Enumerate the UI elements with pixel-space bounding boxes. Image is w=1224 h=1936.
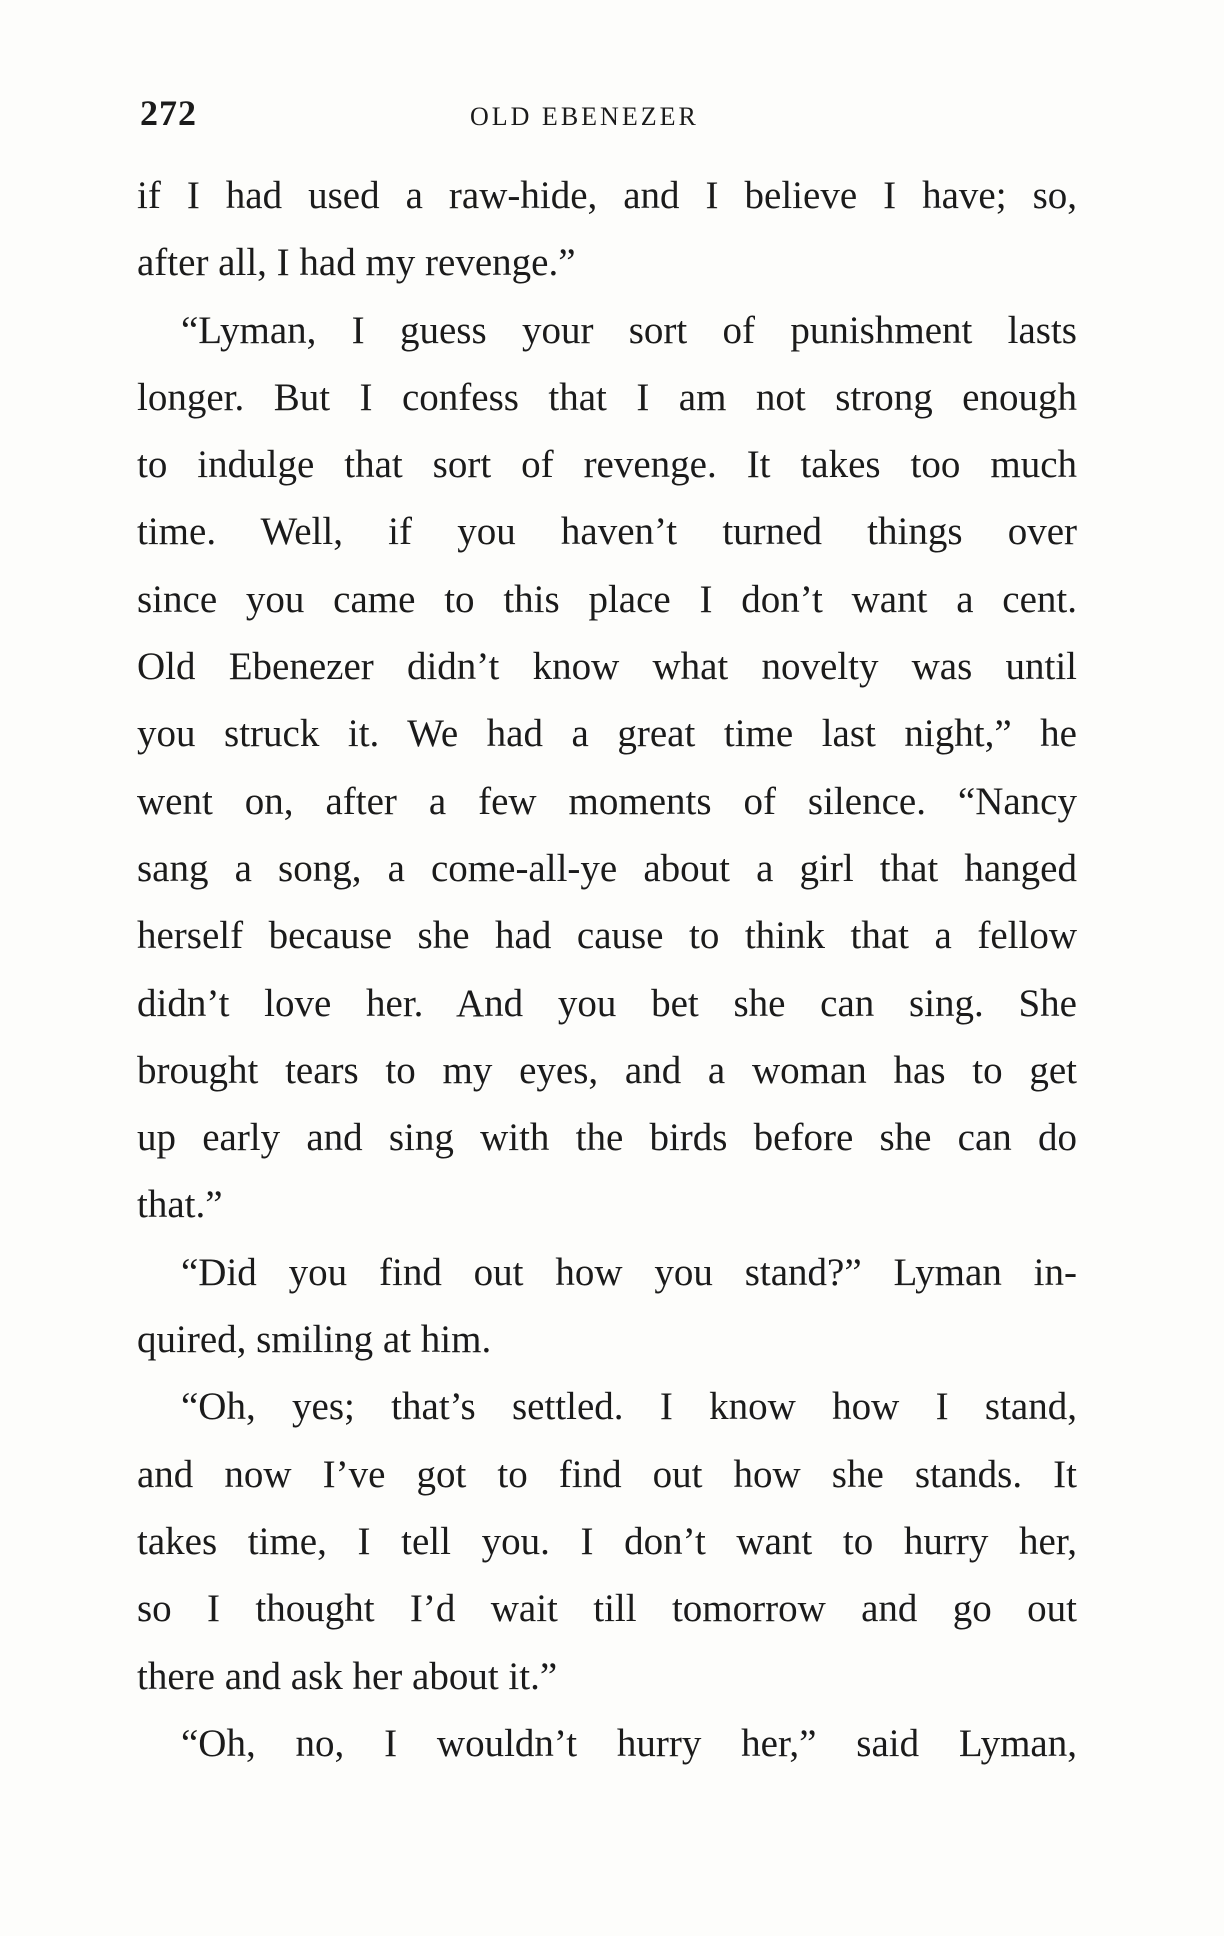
text-line: “Oh, yes; that’s settled. I know how I stand, <box>181 1385 1077 1429</box>
text-line: there and ask her about it.” <box>137 1654 558 1698</box>
text-line: “Oh, no, I wouldn’t hurry her,” said Lyman, <box>181 1721 1077 1765</box>
text-line: time. Well, if you haven’t turned things over <box>137 510 1077 554</box>
text-line: “Lyman, I guess your sort of punishment lasts <box>181 308 1077 352</box>
text-line: takes time, I tell you. I don’t want to hurry her, <box>137 1519 1077 1563</box>
text-line: didn’t love her. And you bet she can sing. She <box>137 981 1077 1025</box>
text-line: quired, smiling at him. <box>137 1318 492 1362</box>
text-line: and now I’ve got to find out how she stands. It <box>137 1452 1077 1496</box>
text-line: Old Ebenezer didn’t know what novelty was until <box>137 645 1077 689</box>
text-line: if I had used a raw-hide, and I believe I have; so, <box>137 174 1077 217</box>
text-line: that.” <box>137 1183 223 1227</box>
text-line: went on, after a few moments of silence. “Nancy <box>137 779 1077 823</box>
text-line: so I thought I’d wait till tomorrow and go out <box>137 1587 1077 1631</box>
text-line: since you came to this place I don’t want a cent. <box>137 577 1077 621</box>
text-line: after all, I had my revenge.” <box>137 241 576 285</box>
text-line: sang a song, a come-all-ye about a girl that hanged <box>137 846 1077 890</box>
running-title: OLD EBENEZER <box>470 102 699 131</box>
text-line: herself because she had cause to think that a fellow <box>137 914 1077 958</box>
text-line: up early and sing with the birds before she can do <box>137 1116 1077 1160</box>
text-line: to indulge that sort of revenge. It takes too much <box>137 443 1077 487</box>
running-head <box>140 92 1075 144</box>
text-line: “Did you find out how you stand?” Lyman in- <box>181 1250 1077 1294</box>
text-line: brought tears to my eyes, and a woman has to get <box>137 1048 1077 1092</box>
page-number: 272 <box>140 93 197 133</box>
text-line: longer. But I confess that I am not strong enough <box>137 375 1077 419</box>
text-line: you struck it. We had a great time last night,” he <box>137 712 1077 756</box>
body-text <box>137 162 1077 1777</box>
